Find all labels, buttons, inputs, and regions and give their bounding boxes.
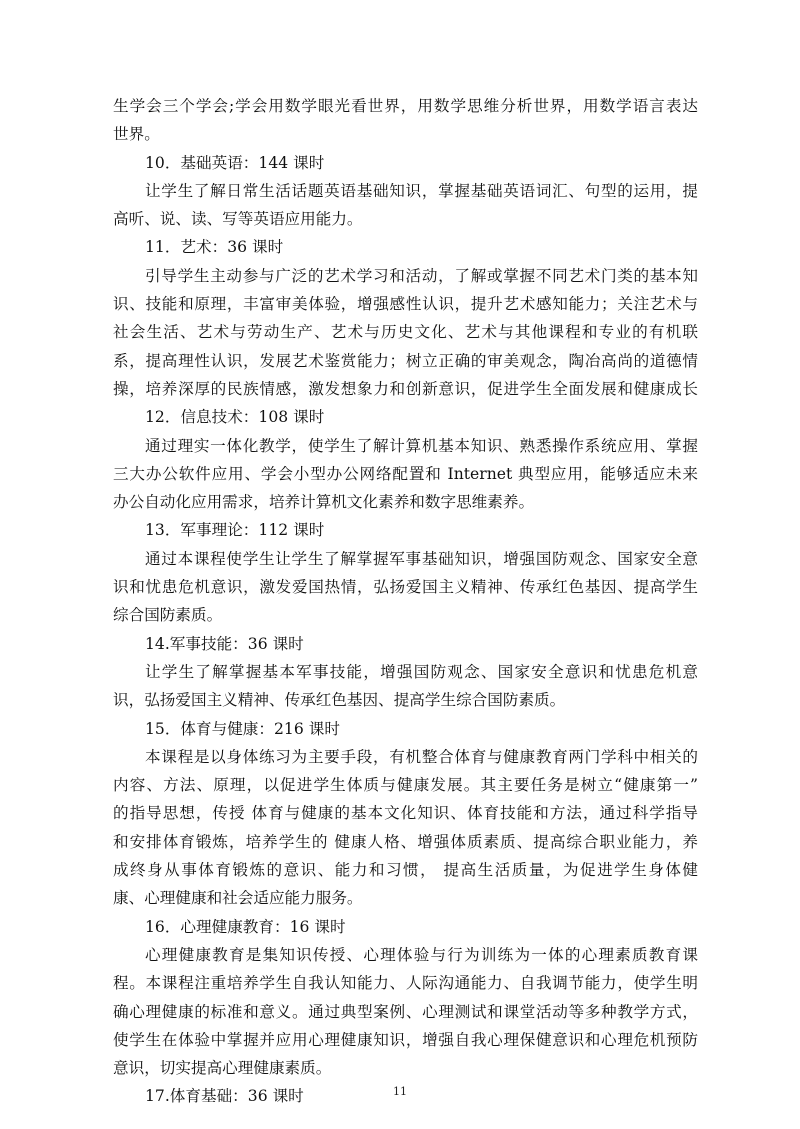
paragraph-line: 使学生在体验中掌握并应用心理健康知识，增强自我心理保健意识和心理危机预防: [113, 1030, 698, 1049]
paragraph-line: 世界。: [113, 125, 160, 144]
paragraph-line: 的指导思想，传授 体育与健康的基本文化知识、体育技能和方法，通过科学指导: [113, 804, 698, 823]
paragraph-line: 生学会三个学会;学会用数学眼光看世界，用数学思维分析世界，用数学语言表达: [113, 97, 698, 115]
paragraph-line: 高听、说、读、写等英语应用能力。: [113, 210, 363, 229]
section-heading-art: 11．艺术：36 课时: [145, 238, 284, 257]
section-heading-sports-basics: 17.体育基础：36 课时: [145, 1087, 304, 1106]
paragraph-line: 识，弘扬爱国主义精神、传承红色基因、提高学生综合国防素质。: [113, 691, 566, 710]
section-heading-basic-english: 10．基础英语：144 课时: [145, 153, 325, 172]
section-heading-physical-education: 15．体育与健康：216 课时: [145, 719, 340, 738]
paragraph-line: 心理健康教育是集知识传授、心理体验与行为训练为一体的心理素质教育课: [145, 945, 698, 964]
paragraph-line: 办公自动化应用需求，培养计算机文化素养和数字思维素养。: [113, 493, 535, 512]
paragraph-line: 综合国防素质。: [113, 606, 223, 625]
paragraph-line: 确心理健康的标准和意义。通过典型案例、心理测试和课堂活动等多种教学方式，: [113, 1002, 698, 1021]
paragraph-line: 识、技能和原理，丰富审美体验，增强感性认识，提升艺术感知能力；关注艺术与: [113, 295, 698, 314]
page-number: 11: [393, 1085, 407, 1098]
paragraph-line: 让学生了解日常生活话题英语基础知识，掌握基础英语词汇、句型的运用，提: [145, 181, 698, 200]
paragraph-line: 和安排体育锻炼，培养学生的 健康人格、增强体质素质、提高综合职业能力，养: [113, 832, 698, 851]
paragraph-line: 识和忧患危机意识，激发爱国热情，弘扬爱国主义精神、传承红色基因、提高学生: [113, 578, 698, 597]
document-body: [113, 92, 698, 1111]
paragraph-line: 三大办公软件应用、学会小型办公网络配置和 Internet 典型应用，能够适应未来: [113, 464, 698, 483]
section-heading-military-skills: 14.军事技能：36 课时: [145, 634, 304, 653]
paragraph-line: 让学生了解掌握基本军事技能，增强国防观念、国家安全意识和忧患危机意: [145, 662, 698, 681]
paragraph-line: 内容、方法、原理，以促进学生体质与健康发展。其主要任务是树立“健康第一”: [113, 776, 698, 795]
paragraph-line: 系，提高理性认识，发展艺术鉴赏能力；树立正确的审美观念，陶冶高尚的道德情: [113, 351, 698, 370]
paragraph-line: 操，培养深厚的民族情感，激发想象力和创新意识，促进学生全面发展和健康成长: [113, 379, 698, 398]
section-heading-mental-health: 16．心理健康教育：16 课时: [145, 917, 346, 936]
paragraph-line: 引导学生主动参与广泛的艺术学习和活动，了解或掌握不同艺术门类的基本知: [145, 266, 698, 285]
paragraph-line: 成终身从事体育锻炼的意识、能力和习惯， 提高生活质量，为促进学生身体健: [113, 861, 698, 880]
paragraph-line: 程。本课程注重培养学生自我认知能力、人际沟通能力、自我调节能力，使学生明: [113, 974, 698, 993]
paragraph-line: 通过本课程使学生让学生了解掌握军事基础知识，增强国防观念、国家安全意: [145, 549, 698, 568]
paragraph-line: 本课程是以身体练习为主要手段，有机整合体育与健康教育两门学科中相关的: [145, 747, 698, 766]
paragraph-line: 社会生活、艺术与劳动生产、艺术与历史文化、艺术与其他课程和专业的有机联: [113, 323, 698, 342]
section-heading-military-theory: 13．军事理论：112 课时: [145, 521, 325, 540]
paragraph-line: 康、心理健康和社会适应能力服务。: [113, 889, 363, 908]
paragraph-line: 通过理实一体化教学，使学生了解计算机基本知识、熟悉操作系统应用、掌握: [145, 436, 698, 455]
paragraph-line: 意识，切实提高心理健康素质。: [113, 1059, 332, 1078]
section-heading-information-technology: 12．信息技术：108 课时: [145, 408, 325, 427]
